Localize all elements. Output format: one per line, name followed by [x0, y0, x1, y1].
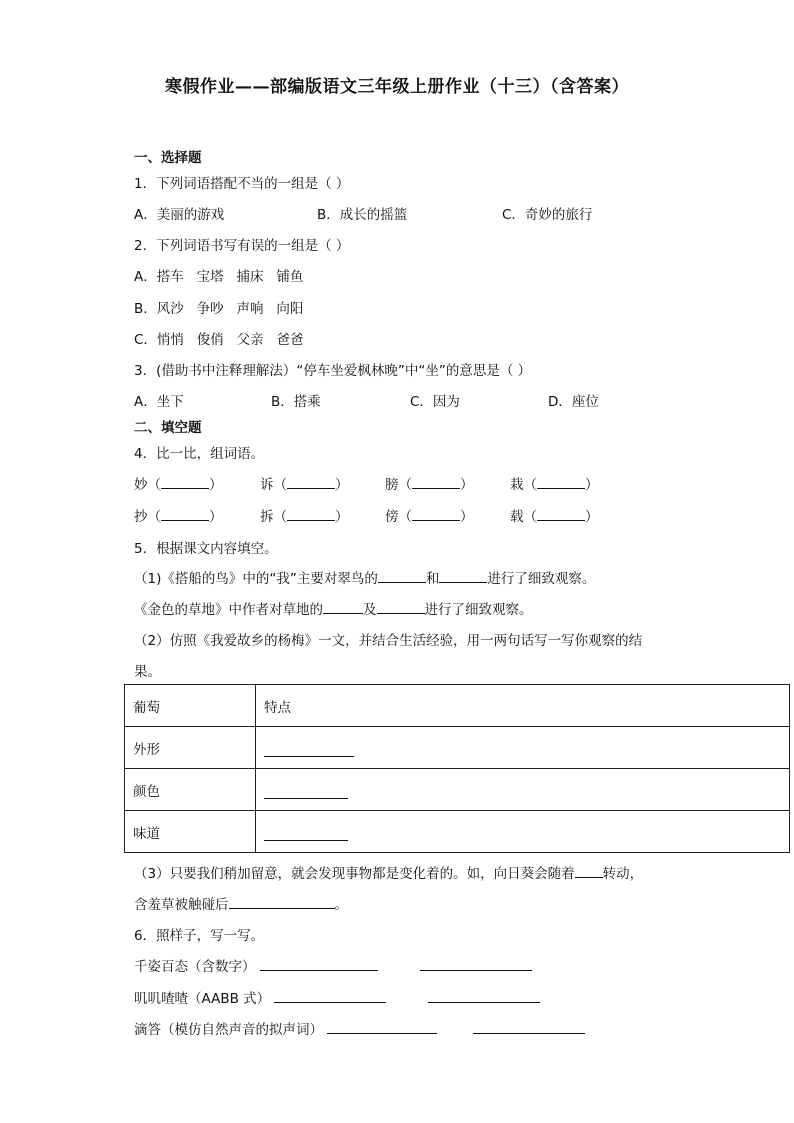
word-pair-item [510, 473, 599, 493]
table-row [125, 811, 790, 853]
table-header-cell: 葡萄 [125, 685, 256, 727]
close-paren: ） [585, 509, 599, 525]
char-label: 膀（ [385, 477, 412, 493]
page-title: 寒假作业——部编版语文三年级上册作业（十三）（含答案） [165, 77, 629, 97]
example-text: 千姿百态（含数字） [134, 959, 256, 975]
close-paren: ） [460, 509, 474, 525]
question-5-part-2: （2）仿照《我爱故乡的杨梅》一文，并结合生活经验，用一两句话写一写你观察的结 [134, 633, 643, 649]
table-answer-cell [256, 811, 790, 853]
char-label: 傍（ [385, 509, 412, 525]
question-3-option-c: C．因为 [410, 394, 460, 410]
question-1-option-b: B．成长的摇篮 [317, 207, 408, 223]
answer-blank[interactable] [264, 744, 354, 757]
example-text: 滴答（模仿自然声音的拟声词） [134, 1022, 323, 1038]
part-text: （1)《搭船的鸟》中的“我”主要对翠鸟的 [134, 571, 378, 587]
answer-blank[interactable] [327, 1021, 437, 1034]
char-label: 诉（ [260, 477, 287, 493]
answer-blank[interactable] [287, 476, 335, 489]
question-3-option-d: D．座位 [548, 394, 599, 410]
word-pair-item [134, 473, 223, 493]
example-line [134, 1018, 585, 1038]
answer-blank[interactable] [428, 990, 540, 1003]
close-paren: ） [460, 477, 474, 493]
section-heading-fill: 二、填空题 [134, 420, 202, 436]
question-1-stem: 1．下列词语搭配不当的一组是（ ） [134, 176, 350, 192]
question-4-stem: 4．比一比，组词语。 [134, 446, 265, 462]
answer-blank[interactable] [260, 958, 378, 971]
char-label: 拆（ [260, 509, 287, 525]
answer-blank[interactable] [377, 601, 425, 614]
question-3-stem: 3．(借助书中注释理解法）“停车坐爱枫林晚”中“坐”的意思是（ ） [134, 363, 532, 379]
answer-blank[interactable] [473, 1021, 585, 1034]
answer-blank[interactable] [537, 476, 585, 489]
part-text: （3）只要我们稍加留意，就会发现事物都是变化着的。如，向日葵会随着 [134, 866, 575, 882]
answer-blank[interactable] [575, 865, 603, 878]
answer-blank[interactable] [412, 508, 460, 521]
table-header-cell: 特点 [256, 685, 790, 727]
part-text: 进行了细致观察。 [487, 571, 596, 587]
answer-blank[interactable] [420, 958, 532, 971]
section-heading-choice: 一、选择题 [134, 150, 202, 166]
close-paren: ） [209, 509, 223, 525]
answer-blank[interactable] [274, 990, 386, 1003]
word-pair-item [134, 505, 223, 525]
table-row-label: 味道 [125, 811, 256, 853]
part-text: 及 [363, 602, 377, 618]
example-line [134, 987, 540, 1007]
char-label: 栽（ [510, 477, 537, 493]
table-row-label: 颜色 [125, 769, 256, 811]
answer-blank[interactable] [378, 570, 426, 583]
answer-blank[interactable] [161, 508, 209, 521]
question-5-part-2-cont: 果。 [134, 664, 161, 680]
close-paren: ） [335, 477, 349, 493]
close-paren: ） [209, 477, 223, 493]
part-text: 进行了细致观察。 [424, 602, 533, 618]
word-pair-item [260, 473, 349, 493]
part-text: 转动， [602, 866, 644, 882]
answer-blank[interactable] [264, 786, 348, 799]
question-5-part-1-line-2 [134, 598, 533, 618]
question-5-stem: 5．根据课文内容填空。 [134, 541, 278, 557]
word-pair-item [260, 505, 349, 525]
answer-blank[interactable] [412, 476, 460, 489]
part-text: 和 [425, 571, 440, 587]
question-1-option-c: C．奇妙的旅行 [502, 207, 593, 223]
table-row [125, 727, 790, 769]
question-2-option-b: B．风沙 争吵 声响 向阳 [134, 301, 304, 317]
char-label: 妙（ [134, 477, 161, 493]
question-1-option-a: A．美丽的游戏 [134, 207, 225, 223]
table-row [125, 769, 790, 811]
table-row-label: 外形 [125, 727, 256, 769]
question-2-stem: 2．下列词语书写有误的一组是（ ） [134, 238, 350, 254]
question-5-part-1-line [134, 567, 595, 587]
answer-blank[interactable] [264, 828, 348, 841]
close-paren: ） [335, 509, 349, 525]
part-text: 。 [334, 897, 348, 913]
example-text: 叽叽喳喳（AABB 式） [134, 991, 271, 1007]
question-6-stem: 6．照样子，写一写。 [134, 928, 265, 944]
close-paren: ） [585, 477, 599, 493]
answer-blank[interactable] [537, 508, 585, 521]
part-text: 《金色的草地》中作者对草地的 [134, 602, 323, 618]
question-5-part-3 [134, 862, 643, 882]
table-answer-cell [256, 727, 790, 769]
word-pair-item [385, 505, 474, 525]
question-2-option-c: C．悄悄 俊俏 父亲 爸爸 [134, 332, 304, 348]
answer-blank[interactable] [323, 601, 363, 614]
table-header-row [125, 685, 790, 727]
question-3-option-a: A．坐下 [134, 394, 184, 410]
question-3-option-b: B．搭乘 [271, 394, 321, 410]
word-pair-item [385, 473, 474, 493]
part-text: 含羞草被触碰后 [134, 897, 229, 913]
question-2-option-a: A．搭车 宝塔 捕床 铺鱼 [134, 269, 304, 285]
char-label: 载（ [510, 509, 537, 525]
answer-blank[interactable] [161, 476, 209, 489]
question-5-part-3-cont [134, 893, 348, 913]
word-pair-item [510, 505, 599, 525]
observation-table [124, 684, 790, 853]
answer-blank[interactable] [287, 508, 335, 521]
table-answer-cell [256, 769, 790, 811]
char-label: 抄（ [134, 509, 161, 525]
answer-blank[interactable] [439, 570, 487, 583]
example-line [134, 955, 532, 975]
answer-blank[interactable] [229, 896, 335, 909]
